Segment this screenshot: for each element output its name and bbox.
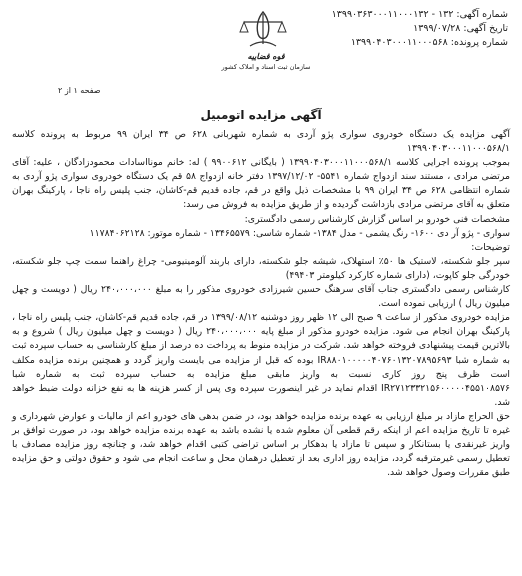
notes-heading: توضیحات: bbox=[471, 241, 510, 253]
judiciary-label: قوه قضاییه bbox=[247, 52, 285, 61]
appraisal-paragraph: کارشناس رسمی دادگستری جناب آقای سرهنگ حسین شیرزادی خودروی مذکور را به مبلغ ۲۴۰،۰۰۰،۰۰۰ ریال ( دویست و چهل میلیون ریال ) ارزیابی نموده است. bbox=[12, 284, 510, 310]
case-paragraph: بموجب پرونده اجرایی کلاسه ۱۳۹۹۰۴۰۳۰۰۰۱۱۰۰۰۵۶۸/۱ ( بایگانی ۹۹۰۰۶۱۲ ) له: خانم مونااسادات محمودزادگان ، علیه: آقای مرتضی مرادی ، مستند سند ازدواج شماره ۵۵۴۱- ۱۳۹۷/۱۲/۰۲ دفتر خانه ازدواج ۵۸ قم یک دستگاه خودروی سواری پژو آردی به شماره انتظامی ۶۲۸ ص ۳۴ ایران ۹۹ با مشخصات ذیل واقع در قم، جاده قدیم قم-کاشان، جنب پلیس راه ناجا ، پارکینگ بهران متعلق به آقای مرتضی مرادی بازداشت گردیده و از طریق مزایده به فروش می رسد: bbox=[12, 157, 510, 211]
notice-date: تاریخ آگهی: ۱۳۹۹/۰۷/۲۸ bbox=[413, 23, 508, 34]
page-number: صفحه ۱ از ۲ bbox=[58, 86, 101, 95]
notice-meta bbox=[332, 8, 508, 50]
specs-heading: مشخصات فنی خودرو بر اساس گزارش کارشناس رسمی دادگستری: bbox=[244, 213, 510, 225]
registry-organization-label: سازمان ثبت اسناد و املاک کشور bbox=[221, 63, 311, 71]
agency-name bbox=[206, 52, 326, 71]
vehicle-specs: سواری - پژو آر دی ۱۶۰۰- رنگ یشمی - مدل ۱۳۸۴- شماره شاسی: ۱۳۴۶۵۵۷۹ - شماره موتور: ۱۱۷۸۴۰۶۲۱۲۸ bbox=[89, 227, 510, 239]
notice-number: شماره آگهی: ۱۳۲ - ۱۳۹۹۰۳۶۳۰۰۰۱۱۰۰۰۱۳۲ bbox=[331, 9, 508, 20]
file-number: شماره پرونده: ۱۳۹۹۰۴۰۳۰۰۰۱۱۰۰۰۵۶۸ bbox=[350, 37, 508, 48]
intro-paragraph: آگهی مزایده یک دستگاه خودروی سواری پژو آردی به شماره شهربانی ۶۲۸ ص ۳۴ ایران ۹۹ مربوط به پرونده کلاسه ۱۳۹۹۰۴۰۳۰۰۰۱۱۰۰۰۵۶۸/۱ bbox=[12, 129, 510, 155]
notice-title: آگهی مزایده اتومبیل bbox=[200, 108, 322, 122]
notice-body bbox=[12, 128, 510, 480]
condition-notes: سپر جلو شکسته، لاستیک ها ۵۰٪ استهلاک، شیشه جلو شکسته، دارای باربند آلومینیومی- چراغ راهنما سمت چپ جلو شکسته، خودرگی جلو کاپوت، (دارای شماره کارکرد کیلومتر ۴۹۴۰۳) bbox=[12, 255, 510, 281]
auction-terms-paragraph: مزایده خودروی مذکور از ساعت ۹ صبح الی ۱۲ ظهر روز دوشنبه ۱۳۹۹/۰۸/۱۲ در قم، جاده قدیم قم-کاشان، جنب پلیس راه ناجا ، پارکینگ بهران انجام می شود. مزایده خودرو مذکور از مبلغ پایه ۲۴۰،۰۰۰،۰۰۰ ریال ( دویست و چهل میلیون ریال ) شروع و به بالاترین قیمت پیشنهادی فروخته خواهد شد. شرکت در مزایده منوط به پرداخت ده درصد از مبلغ کارشناسی به حساب سپرده ثبت به شماره شبا IR۸۸۰۱۰۰۰۰۰۴۰۷۶۰۱۳۲۰۷۸۹۵۶۹۳ بوده که قبل از مزایده می بایست واریز گردد و همچنین برنده مزایده مکلف است ظرف پنج روز کاری نسبت به واریز مابقی مبلغ مزایده به حساب سپرده ثبت به شماره شبا IR۲۷۱۲۳۳۲۱۵۶۰۰۰۰۰۴۵۵۱۰۸۵۷۶ اقدام نماید در غیر اینصورت سپرده وی پس از کسر هزینه ها به نفع خزانه دولت ضبط خواهد شد. bbox=[12, 312, 511, 408]
fees-paragraph: حق الحراج مازاد بر مبلغ ارزیابی به عهده برنده مزایده خواهد بود، در ضمن بدهی های خودرو اعم از مالیات و عوارض شهرداری و غیره تا تاریخ مزایده اعم از اینکه رقم قطعی آن معلوم شده یا نشده باشد به عهده برنده مزایده خواهد بود، در صورت توافق بر واریز غیرنقدی یا بستانکار و سپس تا مازاد یا بدهکار بر اساس تراضی کتبی اقدام خواهد شد، و چنانچه روز مزایده مصادف با تعطیل رسمی غیرمترقبه گردد، مزایده روز اداری بعد از تعطیل درهمان محل و ساعت انجام می شود و حقوق دولتی و حق مزایده طبق مقررات وصول خواهد شد. bbox=[12, 410, 510, 479]
